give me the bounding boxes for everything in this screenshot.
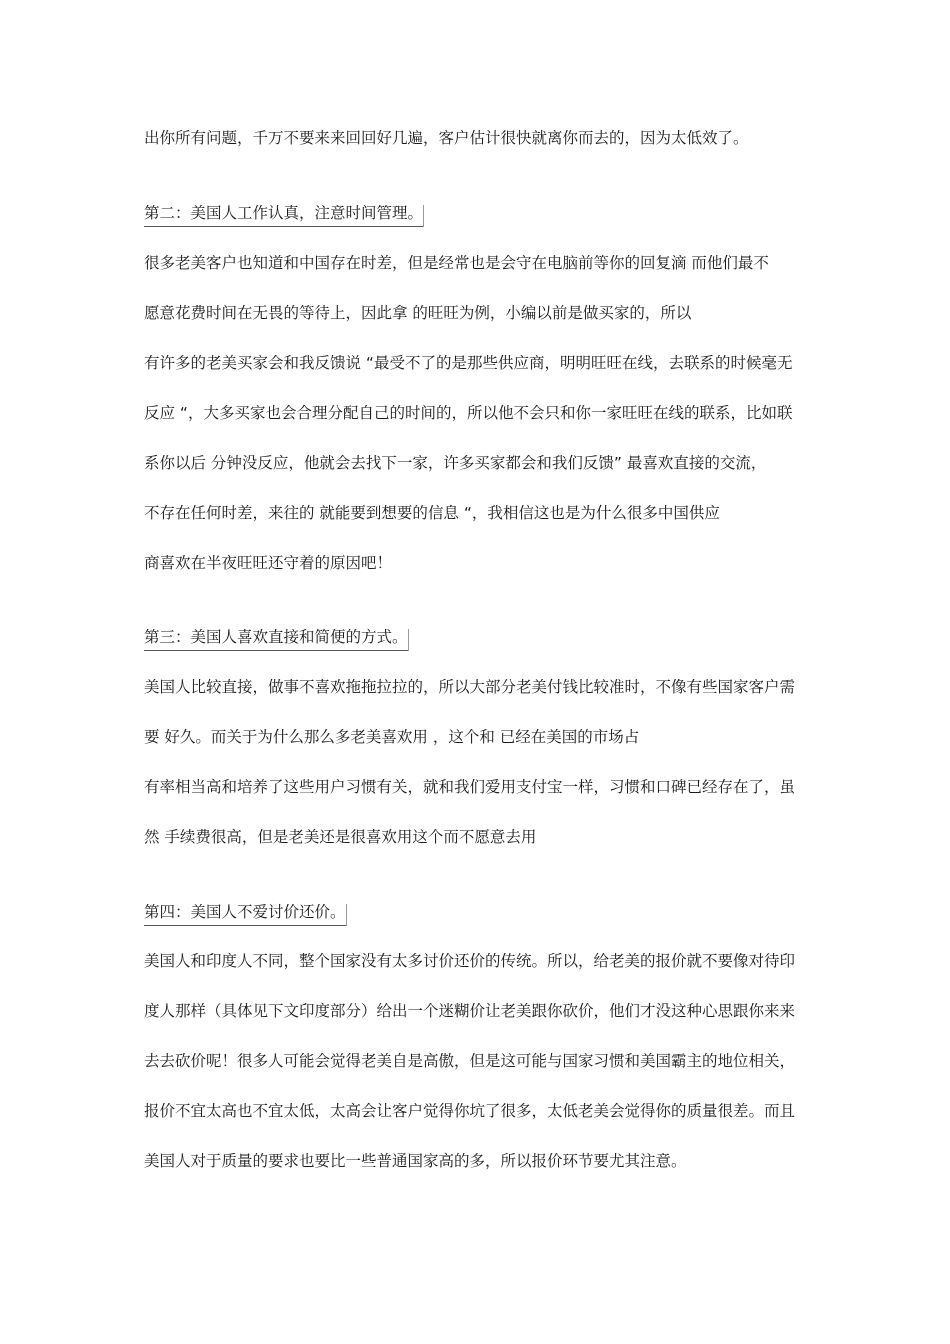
paragraph-line: 要 好久。而关于为什么那么多老美喜欢用 ，这个和 已经在美国的市场占 — [144, 728, 640, 746]
paragraph-line: 很多老美客户也知道和中国存在时差，但是经常也是会守在电脑前等你的回复滴 而他们最不 — [144, 254, 769, 272]
section-heading-2-text: 第二：美国人工作认真，注意时间管理。 — [144, 204, 424, 222]
paragraph-line: 度人那样（具体见下文印度部分）给出一个迷糊价让老美跟你砍价，他们才没这种心思跟你来来 — [144, 1002, 796, 1020]
paragraph-line: 美国人和印度人不同，整个国家没有太多讨价还价的传统。所以，给老美的报价就不要像对待印 — [144, 952, 796, 970]
section-heading-2 — [144, 203, 423, 227]
heading-underline-tick — [408, 629, 409, 651]
section-heading-3 — [144, 627, 408, 651]
paragraph-line: 愿意花费时间在无畏的等待上，因此拿 的旺旺为例，小编以前是做买家的，所以 — [144, 304, 692, 322]
intro-paragraph-line: 出你所有问题，千万不要来来回回好几遍，客户估计很快就离你而去的，因为太低效了。 — [144, 129, 749, 147]
paragraph-line: 然 手续费很高，但是老美还是很喜欢用这个而不愿意去用 — [144, 828, 537, 846]
section-heading-4 — [144, 902, 346, 926]
paragraph-line: 反应 “，大多买家也会合理分配自己的时间的，所以他不会只和你一家旺旺在线的联系，比如联 — [144, 404, 793, 422]
heading-underline-tick — [346, 904, 347, 926]
paragraph-line: 有许多的老美买家会和我反馈说 “最受不了的是那些供应商，明明旺旺在线，去联系的时候毫无 — [144, 354, 793, 372]
paragraph-line: 去去砍价呢！很多人可能会觉得老美自是高傲，但是这可能与国家习惯和美国霸主的地位相关， — [144, 1052, 796, 1070]
paragraph-line: 美国人比较直接，做事不喜欢拖拖拉拉的，所以大部分老美付钱比较准时，不像有些国家客户需 — [144, 678, 796, 696]
paragraph-line: 有率相当高和培养了这些用户习惯有关，就和我们爱用支付宝一样，习惯和口碑已经存在了，虽 — [144, 778, 796, 796]
paragraph-line: 报价不宜太高也不宜太低，太高会让客户觉得你坑了很多，太低老美会觉得你的质量很差。而且 — [144, 1102, 796, 1120]
paragraph-line: 不存在任何时差，来往的 就能要到想要的信息 “，我相信这也是为什么很多中国供应 — [144, 504, 720, 522]
paragraph-line: 商喜欢在半夜旺旺还守着的原因吧！ — [144, 554, 393, 572]
section-heading-4-text: 第四：美国人不爱讨价还价。 — [144, 903, 346, 921]
heading-underline-tick — [423, 205, 424, 227]
paragraph-line: 美国人对于质量的要求也要比一些普通国家高的多，所以报价环节要尤其注意。 — [144, 1152, 687, 1170]
section-heading-3-text: 第三：美国人喜欢直接和简便的方式。 — [144, 628, 408, 646]
paragraph-line: 系你以后 分钟没反应，他就会去找下一家，许多买家都会和我们反馈” 最喜欢直接的交流， — [144, 454, 767, 472]
